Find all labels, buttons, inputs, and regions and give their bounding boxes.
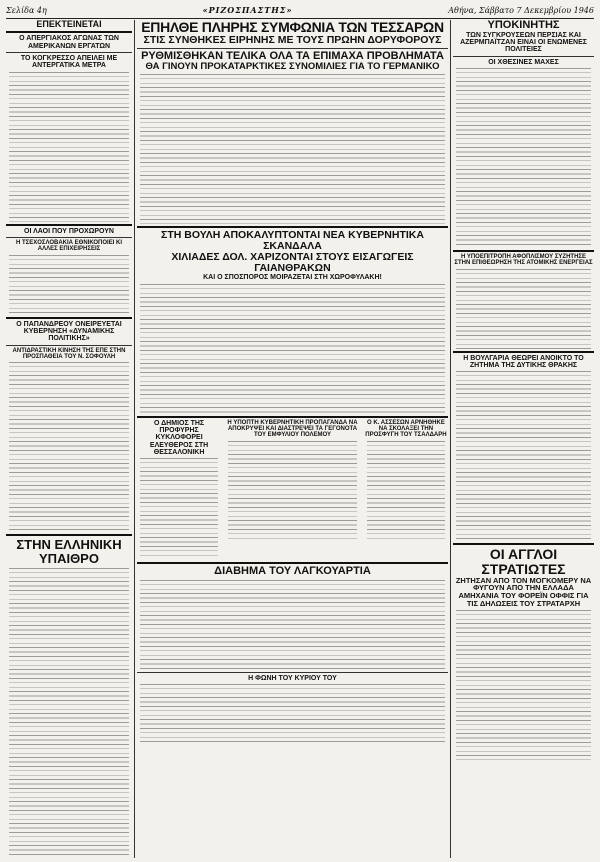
- center-headline-12: Η ΦΩΝΗ ΤΟΥ ΚΥΡΙΟΥ ΤΟΥ: [248, 674, 337, 682]
- center-headline-6: ΧΙΛΙΑΔΕΣ ΔΟΛ. ΧΑΡΙΖΟΝΤΑΙ ΣΤΟΥΣ ΕΙΣΑΓΩΓΕΙΣ ΓΑΙΑΝΘΡΑΚΩΝ: [171, 251, 414, 275]
- left-headline-7: ΑΝΤΙΔΡΑΣΤΙΚΗ ΚΙΝΗΣΗ ΤΗΣ ΕΠΕ ΣΤΗΝ ΠΡΟΣΠΑΘΕΙΑ ΤΟΥ Ν. ΣΟΦΟΥΛΗ: [12, 347, 126, 361]
- masthead: [6, 4, 594, 19]
- article-text: [140, 284, 445, 414]
- left-headline-1: ΕΠΕΚΤΕΙΝΕΤΑΙ: [36, 20, 102, 29]
- right-headline-1: ΥΠΟΚΙΝΗΤΗΣ: [487, 20, 560, 31]
- article-text: [140, 458, 218, 558]
- center-headline-9: Η ΥΠΟΠΤΗ ΚΥΒΕΡΝΗΤΙΚΗ ΠΡΟΠΑΓΑΝΔΑ ΝΑ ΑΠΟΚΡΥΨΕΙ ΚΑΙ ΔΙΑΣΤΡΕΨΕΙ ΤΑ ΓΕΓΟΝΟΤΑ ΤΟΥ ΕΜΦΥΛΙΟΥ ΠΟΛΕΜΟΥ: [227, 419, 358, 439]
- center-lower-row: [137, 420, 448, 561]
- left-column: [6, 20, 132, 858]
- left-headline-5: Η ΤΣΕΧΟΣΛΟΒΑΚΙΑ ΕΘΝΙΚΟΠΟΙΕΙ ΚΙ ΑΛΛΕΣ ΕΠΙΧΕΙΡΗΣΕΙΣ: [15, 240, 123, 253]
- center-headline-3: ΡΥΘΜΙΣΘΗΚΑΝ ΤΕΛΙΚΑ ΟΛΑ ΤΑ ΕΠΙΜΑΧΑ ΠΡΟΒΛΗΜΑΤΑ: [141, 49, 444, 62]
- right-headline-8: ΑΜΗΧΑΝΙΑ ΤΟΥ ΦΟΡΕΪΝ ΟΦΦΙΣ ΓΙΑ ΤΙΣ ΔΗΛΩΣΕΙΣ ΤΟΥ ΣΤΡΑΤΑΡΧΗ: [458, 591, 589, 609]
- right-headline-5: Η ΒΟΥΛΓΑΡΙΑ ΘΕΩΡΕΙ ΑΝΟΙΚΤΟ ΤΟ ΖΗΤΗΜΑ ΤΗΣ ΔΥΤΙΚΗΣ ΘΡΑΚΗΣ: [463, 354, 584, 369]
- article-text: [9, 568, 129, 858]
- article-text: [140, 580, 445, 670]
- center-headline-2: ΣΤΙΣ ΣΥΝΘΗΚΕΣ ΕΙΡΗΝΗΣ ΜΕ ΤΟΥΣ ΠΡΩΗΝ ΔΟΡΥΦΟΡΟΥΣ: [143, 33, 442, 46]
- article-text: [9, 72, 129, 222]
- center-headline-8: Ο ΔΗΜΙΟΣ ΤΗΣ ΠΡΟΦΥΡΗΣ ΚΥΚΛΟΦΟΡΕΙ ΕΛΕΥΘΕΡΟΣ ΣΤΗ ΘΕΣΣΑΛΟΝΙΚΗ: [149, 419, 209, 456]
- right-column: [453, 20, 594, 858]
- article-text: [456, 68, 591, 248]
- left-headline-8: ΣΤΗΝ ΕΛΛΗΝΙΚΗ ΥΠΑΙΘΡΟ: [16, 537, 122, 567]
- right-headline-3: ΟΙ ΧΘΕΣΙΝΕΣ ΜΑΧΕΣ: [488, 58, 559, 66]
- article-text: [456, 610, 591, 760]
- center-headline-10: Ο Κ. ΑΣΣΕΣΩΝ ΑΡΝΗΘΗΚΕ ΝΑ ΣΚΟΛΑΞΕΙ ΤΗΝ ΠΡΟΣΦΥΓΗ ΤΟΥ ΤΣΑΛΔΑΡΗ: [365, 419, 447, 439]
- center-column: [137, 20, 448, 858]
- columns: [6, 20, 594, 858]
- center-headline-1: ΕΠΗΛΘΕ ΠΛΗΡΗΣ ΣΥΜΦΩΝΙΑ ΤΩΝ ΤΕΣΣΑΡΩΝ: [141, 20, 444, 35]
- newspaper-page: [6, 4, 594, 858]
- page-number: Σελίδα 4η: [6, 5, 47, 15]
- article-text: [9, 255, 129, 315]
- left-headline-3: ΤΟ ΚΟΓΚΡΕΣΣΟ ΑΠΕΙΛΕΙ ΜΕ ΑΝΤΕΡΓΑΤΙΚΑ ΜΕΤΡΑ: [20, 55, 118, 70]
- article-text: [367, 441, 445, 541]
- left-headline-2: Ο ΑΠΕΡΓΙΑΚΟΣ ΑΓΩΝΑΣ ΤΩΝ ΑΜΕΡΙΚΑΝΩΝ ΕΡΓΑΤΩΝ: [19, 35, 119, 50]
- paper-name: «ΡΙΖΟΣΠΑΣΤΗΣ»: [202, 5, 293, 15]
- issue-date: Αθήνα, Σάββατο 7 Δεκεμβρίου 1946: [448, 5, 594, 15]
- left-headline-4: ΟΙ ΛΑΟΙ ΠΟΥ ΠΡΟΧΩΡΟΥΝ: [24, 227, 114, 235]
- article-text: [456, 269, 591, 349]
- article-text: [140, 74, 445, 224]
- right-headline-6: ΟΙ ΑΓΓΛΟΙ ΣΤΡΑΤΙΩΤΕΣ: [481, 546, 566, 577]
- center-headline-5: ΣΤΗ ΒΟΥΛΗ ΑΠΟΚΑΛΥΠΤΟΝΤΑΙ ΝΕΑ ΚΥΒΕΡΝΗΤΙΚΑ ΣΚΑΝΔΑΛΑ: [161, 229, 424, 253]
- article-text: [456, 371, 591, 541]
- article-text: [140, 684, 445, 744]
- left-headline-6: Ο ΠΑΠΑΝΔΡΕΟΥ ΟΝΕΙΡΕΥΕΤΑΙ ΚΥΒΕΡΝΗΣΗ «ΔΥΝΑΜΙΚΗΣ ΠΟΛΙΤΙΚΗΣ»: [16, 320, 122, 343]
- center-headline-11: ΔΙΑΒΗΜΑ ΤΟΥ ΛΑΓΚΟΥΑΡΤΙΑ: [214, 565, 371, 578]
- center-headline-7: ΚΑΙ Ο ΣΠΟΣΠΟΡΟΣ ΜΟΙΡΑΖΕΤΑΙ ΣΤΗ ΧΩΡΟΦΥΛΑΚΗ!: [203, 274, 382, 282]
- right-headline-7: ΖΗΤΗΣΑΝ ΑΠΟ ΤΟΝ ΜΟΓΚΟΜΕΡΥ ΝΑ ΦΥΓΟΥΝ ΑΠΟ ΤΗΝ ΕΛΛΑΔΑ: [455, 575, 592, 593]
- right-headline-2: ΤΩΝ ΣΥΓΚΡΟΥΣΕΩΝ ΠΕΡΣΙΑΣ ΚΑΙ ΑΖΕΡΜΠΑΪΤΖΑΝ ΕΙΝΑΙ ΟΙ ΕΝΩΜΕΝΕΣ ΠΟΛΙΤΕΙΕΣ: [460, 31, 587, 54]
- article-text: [228, 441, 357, 541]
- right-headline-4: Η ΥΠΟΕΠΙΤΡΟΠΗ ΑΦΟΠΛΙΣΜΟΥ ΣΥΖΗΤΗΣΕ ΣΤΗΝ ΕΠΙΘΕΩΡΗΣΗ ΤΗΣ ΑΤΟΜΙΚΗΣ ΕΝΕΡΓΕΙΑΣ: [454, 253, 593, 267]
- center-headline-4: ΘΑ ΓΙΝΟΥΝ ΠΡΟΚΑΤΑΡΚΤΙΚΕΣ ΣΥΝΟΜΙΛΙΕΣ ΓΙΑ ΤΟ ΓΕΡΜΑΝΙΚΟ: [145, 61, 440, 73]
- article-text: [9, 362, 129, 532]
